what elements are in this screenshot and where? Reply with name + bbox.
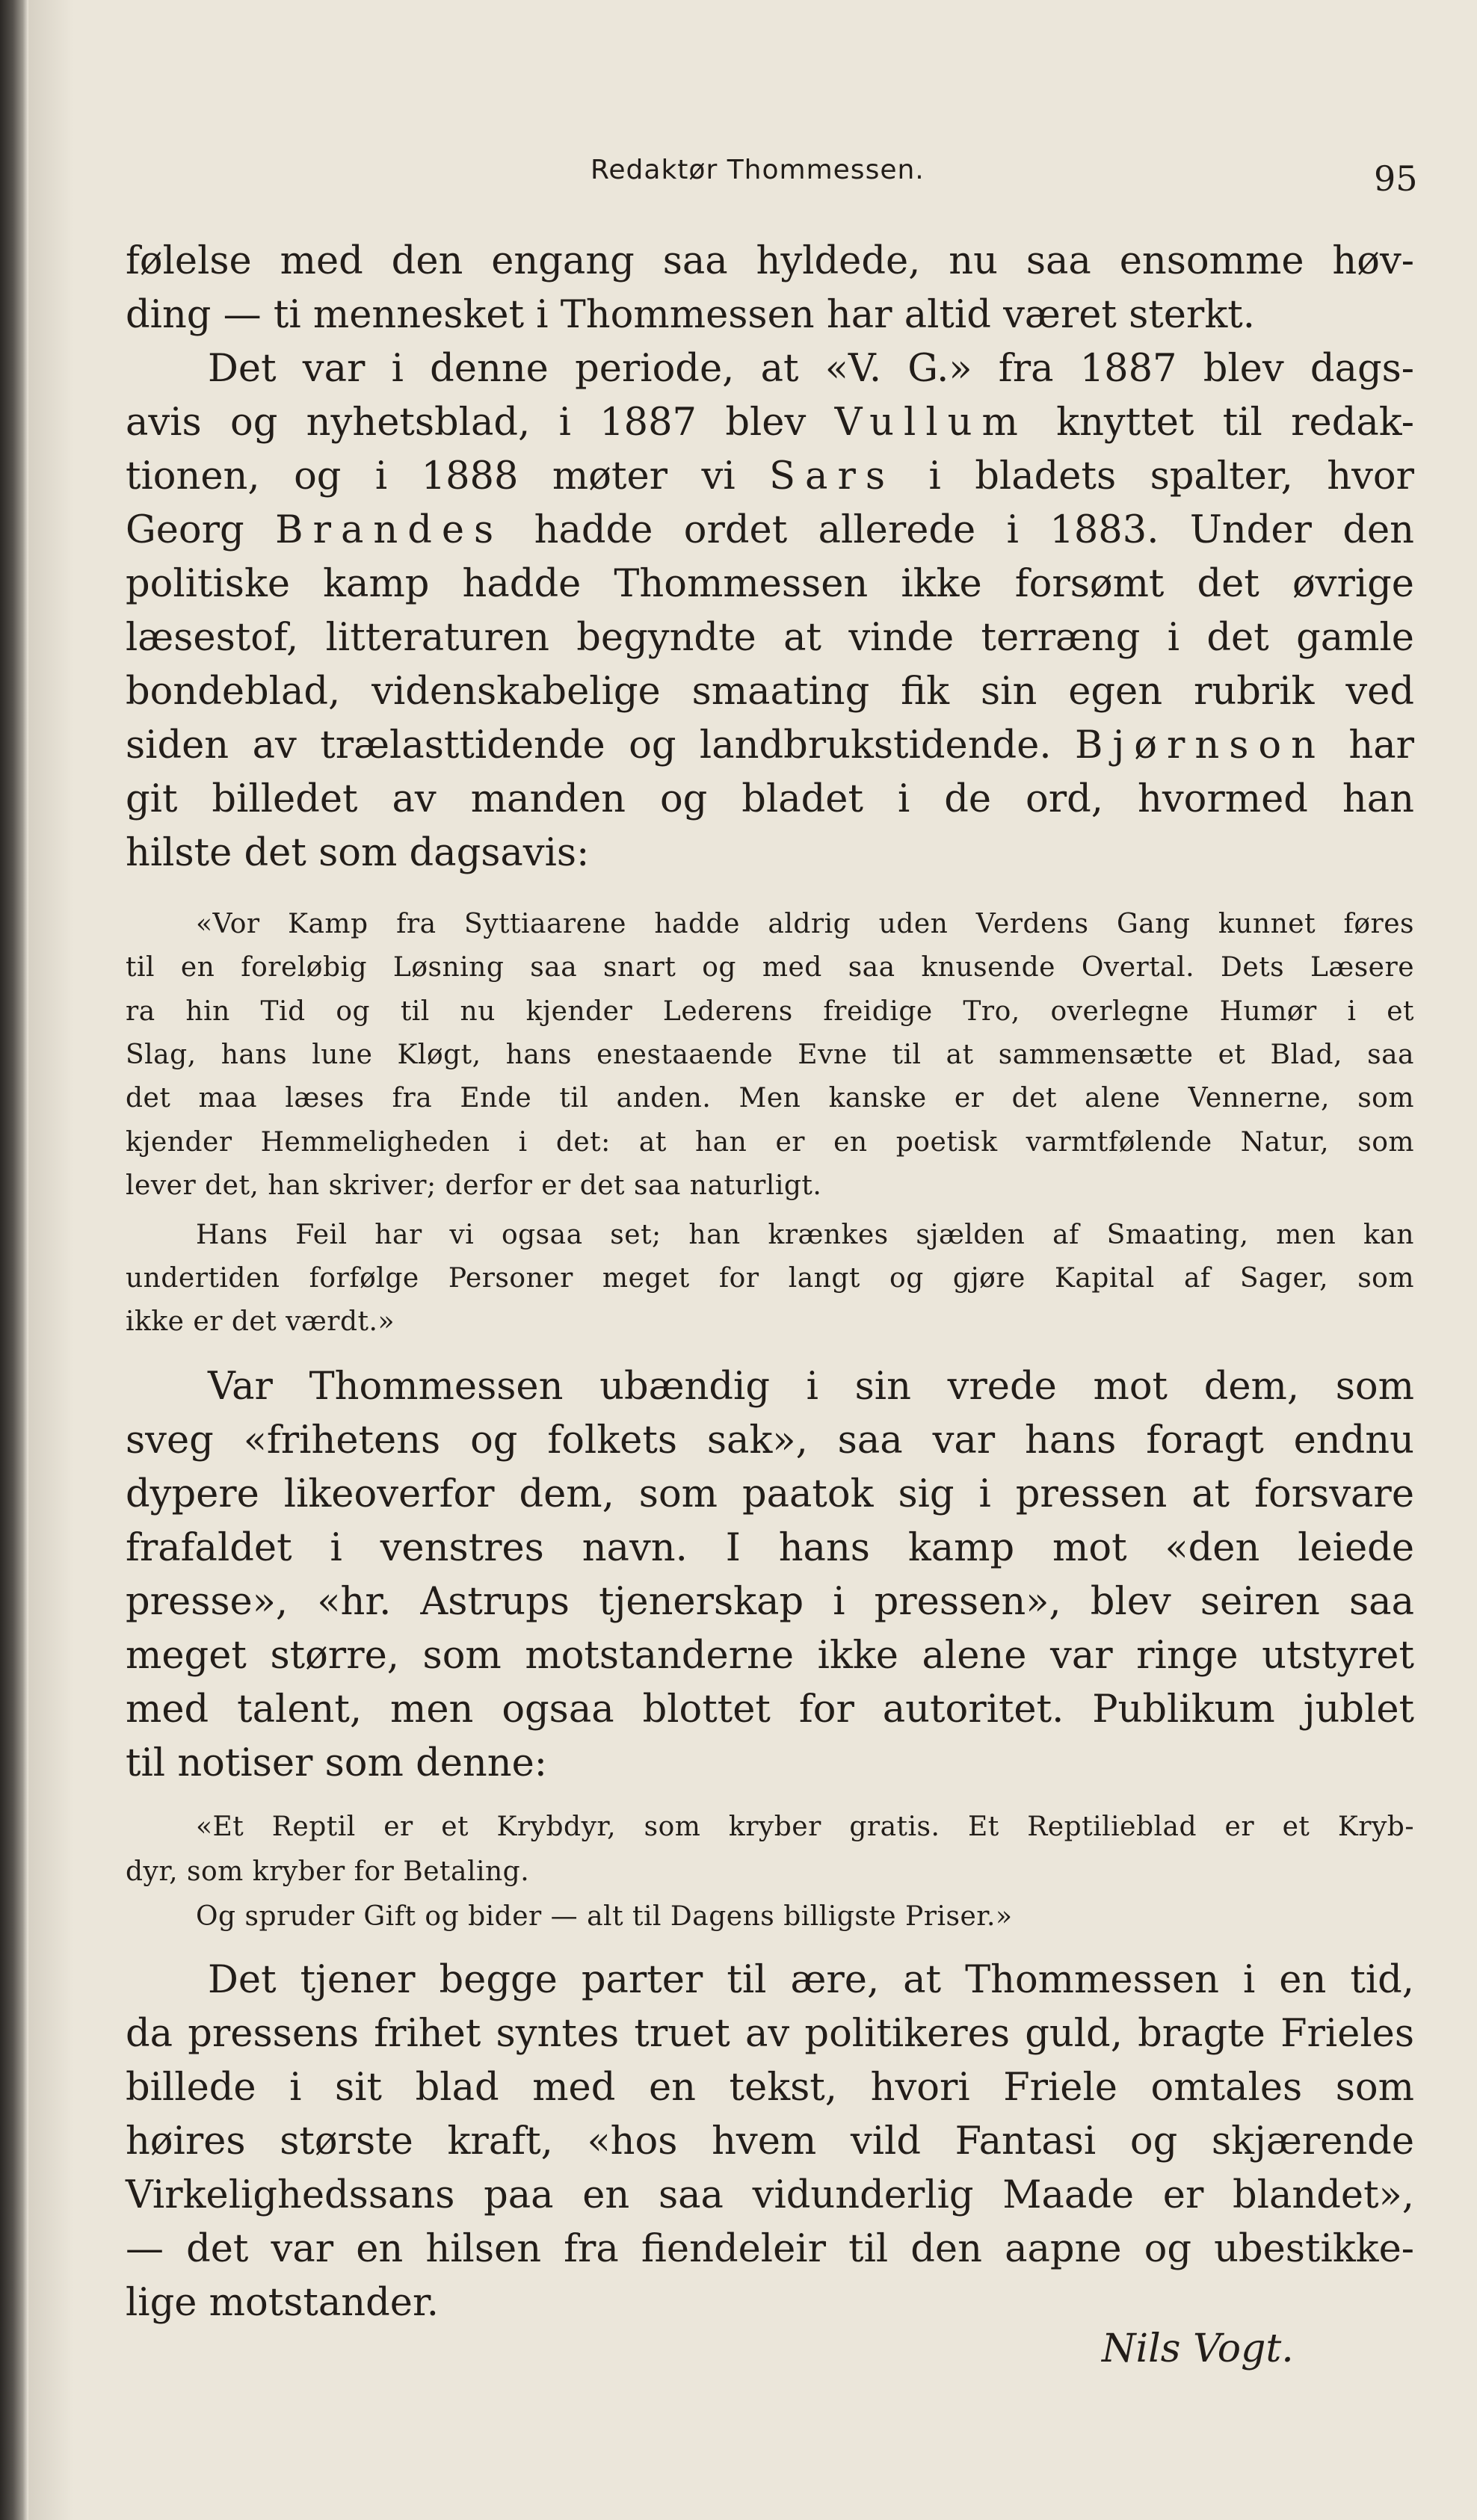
page-number: 95 [1374,158,1418,199]
author-signature: Nils Vogt. [1102,2326,1294,2371]
paragraph-4-line-5: Virkelighedssans paa en saa vidunderlig Maade er blandet», [126,2173,1414,2217]
quote-1-line-3: ra hin Tid og til nu kjender Lederens freidige Tro, overlegne Humør i et [126,996,1414,1027]
running-header: Redaktør Thommessen. [591,155,925,185]
quote-1-line-8: Hans Feil har vi ogsaa set; han krænkes sjælden af Smaating, men kan [196,1220,1414,1250]
quote-1-line-9: undertiden forfølge Personer meget for langt og gjøre Kapital af Sager, som [126,1263,1414,1294]
paragraph-3-line-2: sveg «frihetens og folkets sak», saa var hans foragt endnu [126,1418,1414,1463]
paragraph-3-line-6: meget større, som motstanderne ikke alene var ringe utstyret [126,1634,1414,1678]
paragraph-4-line-1: Det tjener begge parter til ære, at Thommessen i en tid, [208,1958,1414,2002]
quote-1-line-2: til en foreløbig Løsning saa snart og med saa knusende Overtal. Dets Læsere [126,952,1414,983]
spaced-name-bjornson: Bjørnson [1075,723,1325,768]
spaced-name-sars: Sars [769,454,895,498]
paragraph-4-line-3: billede i sit blad med en tekst, hvori Friele omtales som [126,2066,1414,2110]
paragraph-2-line-4: Georg Brandes hadde ordet allerede i 1883. Under den [126,508,1414,552]
paragraph-4-line-6: — det var en hilsen fra fiendeleir til den aapne og ubestikke- [126,2227,1414,2271]
paragraph-3-line-3: dypere likeoverfor dem, som paatok sig i pressen at forsvare [126,1472,1414,1516]
page-gutter-shadow [28,0,73,2520]
paragraph-2-line-3: tionen, og i 1888 møter vi Sars i bladets spalter, hvor [126,454,1414,498]
paragraph-3-line-4: frafaldet i venstres navn. I hans kamp mot «den leiede [126,1526,1414,1570]
spaced-name-vullum: Vullum [834,401,1028,445]
quote-2-line-3: Og spruder Gift og bider — alt til Dagens billigste Priser.» [196,1901,1013,1932]
paragraph-2-line-6: læsestof, litteraturen begyndte at vinde terræng i det gamle [126,616,1414,660]
paragraph-2-line-8: siden av trælasttidende og landbrukstidende. Bjørnson har [126,723,1415,768]
quote-1-line-6: kjender Hemmeligheden i det: at han er en poetisk varmtfølende Natur, som [126,1127,1414,1158]
paragraph-2-line-1: Det var i denne periode, at «V. G.» fra 1887 blev dags- [208,347,1414,391]
paragraph-2-line-7: bondeblad, videnskabelige smaating fik sin egen rubrik ved [126,670,1414,714]
paragraph-3-line-7: med talent, men ogsaa blottet for autoritet. Publikum jublet [126,1687,1414,1732]
quote-2-line-2: dyr, som kryber for Betaling. [126,1856,530,1887]
quote-1-line-5: det maa læses fra Ende til anden. Men kanske er det alene Vennerne, som [126,1083,1414,1114]
paragraph-1-line-2: ding — ti mennesket i Thommessen har altid været sterkt. [126,293,1255,337]
paragraph-2-line-5: politiske kamp hadde Thommessen ikke forsømt det øvrige [126,562,1414,606]
paragraph-2-line-2: avis og nyhetsblad, i 1887 blev Vullum knyttet til redak- [126,401,1414,445]
paragraph-2-line-10: hilste det som dagsavis: [126,831,590,875]
paragraph-1-line-1: følelse med den engang saa hyldede, nu saa ensomme høv- [126,239,1414,283]
paragraph-4-line-4: høires største kraft, «hos hvem vild Fantasi og skjærende [126,2119,1414,2164]
quote-1-line-10: ikke er det værdt.» [126,1306,395,1337]
paragraph-4-line-7: lige motstander. [126,2281,439,2325]
paragraph-4-line-2: da pressens frihet syntes truet av politikeres guld, bragte Frieles [126,2012,1414,2056]
quote-2-line-1: «Et Reptil er et Krybdyr, som kryber gratis. Et Reptilieblad er et Kryb- [196,1812,1414,1842]
spaced-name-brandes: Brandes [275,508,504,552]
paragraph-3-line-1: Var Thommessen ubændig i sin vrede mot dem, som [208,1365,1414,1409]
paragraph-3-line-5: presse», «hr. Astrups tjenerskap i pressen», blev seiren saa [126,1580,1414,1624]
paragraph-3-line-8: til notiser som denne: [126,1741,547,1785]
book-binding-edge [0,0,28,2520]
quote-1-line-4: Slag, hans lune Kløgt, hans enestaaende Evne til at sammensætte et Blad, saa [126,1040,1414,1070]
quote-1-line-7: lever det, han skriver; derfor er det saa naturligt. [126,1170,822,1201]
paragraph-2-line-9: git billedet av manden og bladet i de ord, hvormed han [126,777,1414,821]
quote-1-line-1: «Vor Kamp fra Syttiaarene hadde aldrig uden Verdens Gang kunnet føres [196,909,1414,939]
